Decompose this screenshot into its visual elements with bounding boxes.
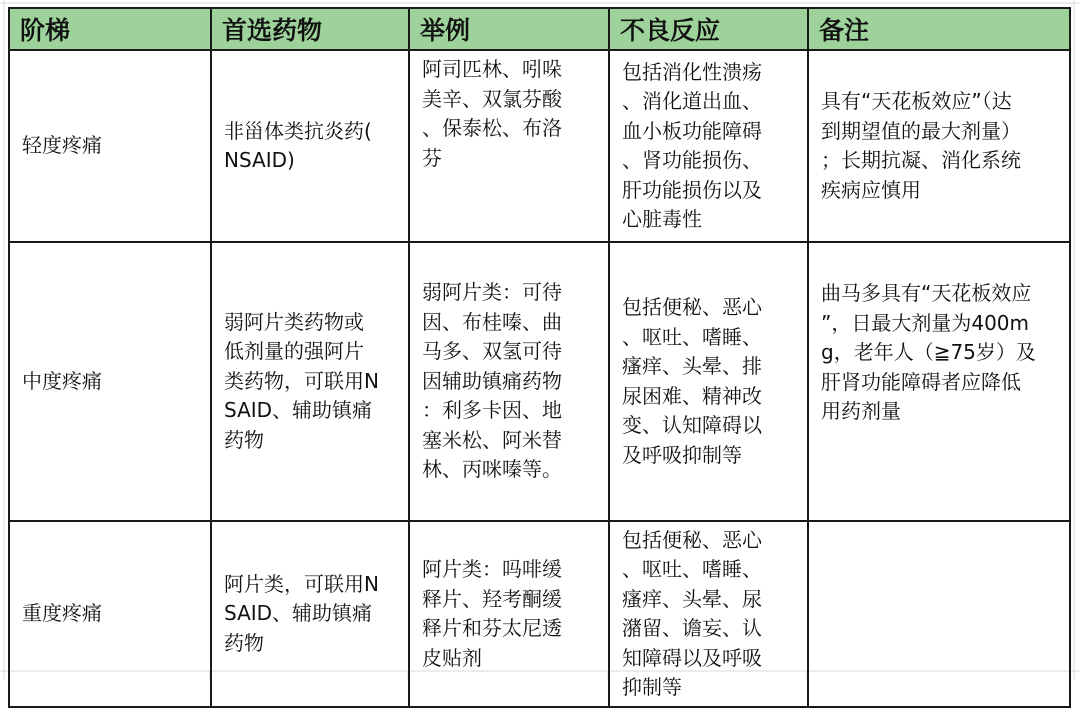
- cell-adverse[interactable]: 包括便秘、恶心 、呕吐、嗜睡、 瘙痒、头晕、尿 潴留、谵妄、认 知障碍以及呼吸 抑制等: [609, 521, 808, 707]
- pain-ladder-table: [8, 7, 1071, 708]
- cell-example[interactable]: 弱阿片类：可待 因、布桂嗪、曲 马多、双氢可待 因辅助镇痛药物 ：利多卡因、地 塞米松、阿米替 林、丙咪嗪等。: [409, 242, 609, 521]
- header-drug[interactable]: 首选药物: [211, 8, 409, 50]
- table-row-moderate: [9, 242, 1070, 521]
- table-row-severe: [9, 521, 1070, 707]
- cell-level[interactable]: 轻度疼痛: [9, 50, 211, 242]
- cell-note[interactable]: [808, 521, 1070, 707]
- cell-drug[interactable]: 阿片类，可联用N SAID、辅助镇痛 药物: [211, 521, 409, 707]
- cell-drug[interactable]: 非甾体类抗炎药( NSAID): [211, 50, 409, 242]
- cell-level[interactable]: 重度疼痛: [9, 521, 211, 707]
- cell-note[interactable]: 曲马多具有“天花板效应 ”，日最大剂量为400m g，老年人（≧75岁）及 肝肾功能障碍者应降低 用药剂量: [808, 242, 1070, 521]
- cell-example[interactable]: 阿片类：吗啡缓 释片、羟考酮缓 释片和芬太尼透 皮贴剂: [409, 521, 609, 707]
- cell-adverse[interactable]: 包括便秘、恶心 、呕吐、嗜睡、 瘙痒、头晕、排 尿困难、精神改 变、认知障碍以 及呼吸抑制等: [609, 242, 808, 521]
- cell-note[interactable]: 具有“天花板效应”（达 到期望值的最大剂量） ；长期抗凝、消化系统 疾病应慎用: [808, 50, 1070, 242]
- cell-level[interactable]: 中度疼痛: [9, 242, 211, 521]
- header-note[interactable]: 备注: [808, 8, 1070, 50]
- header-adverse[interactable]: 不良反应: [609, 8, 808, 50]
- header-row: [9, 8, 1070, 50]
- cell-example[interactable]: 阿司匹林、吲哚 美辛、双氯芬酸 、保泰松、布洛 芬: [409, 50, 609, 242]
- cell-drug[interactable]: 弱阿片类药物或 低剂量的强阿片 类药物，可联用N SAID、辅助镇痛 药物: [211, 242, 409, 521]
- header-level[interactable]: 阶梯: [9, 8, 211, 50]
- header-example[interactable]: 举例: [409, 8, 609, 50]
- table-row-mild: [9, 50, 1070, 242]
- cell-adverse[interactable]: 包括消化性溃疡 、消化道出血、 血小板功能障碍 、肾功能损伤、 肝功能损伤以及 心脏毒性: [609, 50, 808, 242]
